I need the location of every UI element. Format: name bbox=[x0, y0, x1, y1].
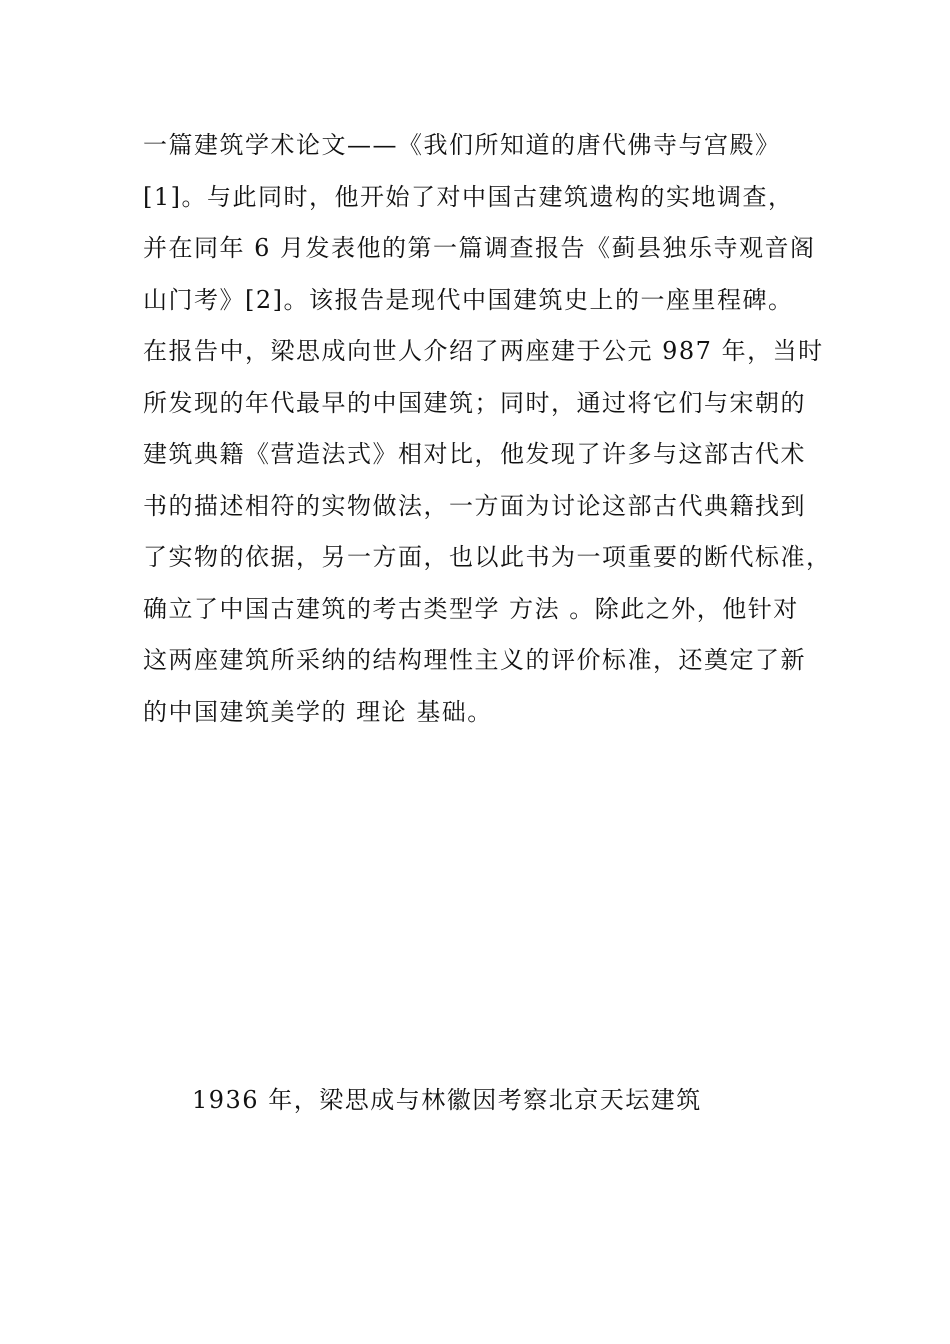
paragraph-line: 并在同年 6 月发表他的第一篇调查报告《蓟县独乐寺观音阁 bbox=[143, 234, 816, 262]
body-paragraph bbox=[143, 126, 843, 744]
paragraph-line: 的中国建筑美学的 理论 基础。 bbox=[143, 697, 493, 726]
paragraph-line: 山门考》[2]。该报告是现代中国建筑史上的一座里程碑。 bbox=[143, 285, 794, 314]
figure-caption: 1936 年，梁思成与林徽因考察北京天坛建筑 bbox=[192, 1086, 702, 1114]
paragraph-line: 这两座建筑所采纳的结构理性主义的评价标准，还奠定了新 bbox=[143, 646, 806, 674]
paragraph-line: 书的描述相符的实物做法，一方面为讨论这部古代典籍找到 bbox=[143, 491, 806, 520]
paragraph-line: [1]。与此同时，他开始了对中国古建筑遗构的实地调查， bbox=[143, 182, 794, 211]
paragraph-line: 了实物的依据，另一方面，也以此书为一项重要的断代标准， bbox=[143, 543, 832, 571]
paragraph-line: 所发现的年代最早的中国建筑；同时，通过将它们与宋朝的 bbox=[143, 388, 806, 417]
paragraph-line: 建筑典籍《营造法式》相对比，他发现了许多与这部古代术 bbox=[143, 440, 806, 468]
paragraph-line: 一篇建筑学术论文——《我们所知道的唐代佛寺与宫殿》 bbox=[143, 131, 781, 159]
paragraph-line: 确立了中国古建筑的考古类型学 方法 。除此之外，他针对 bbox=[143, 594, 799, 623]
paragraph-line: 在报告中，梁思成向世人介绍了两座建于公元 987 年，当时 bbox=[143, 337, 824, 365]
